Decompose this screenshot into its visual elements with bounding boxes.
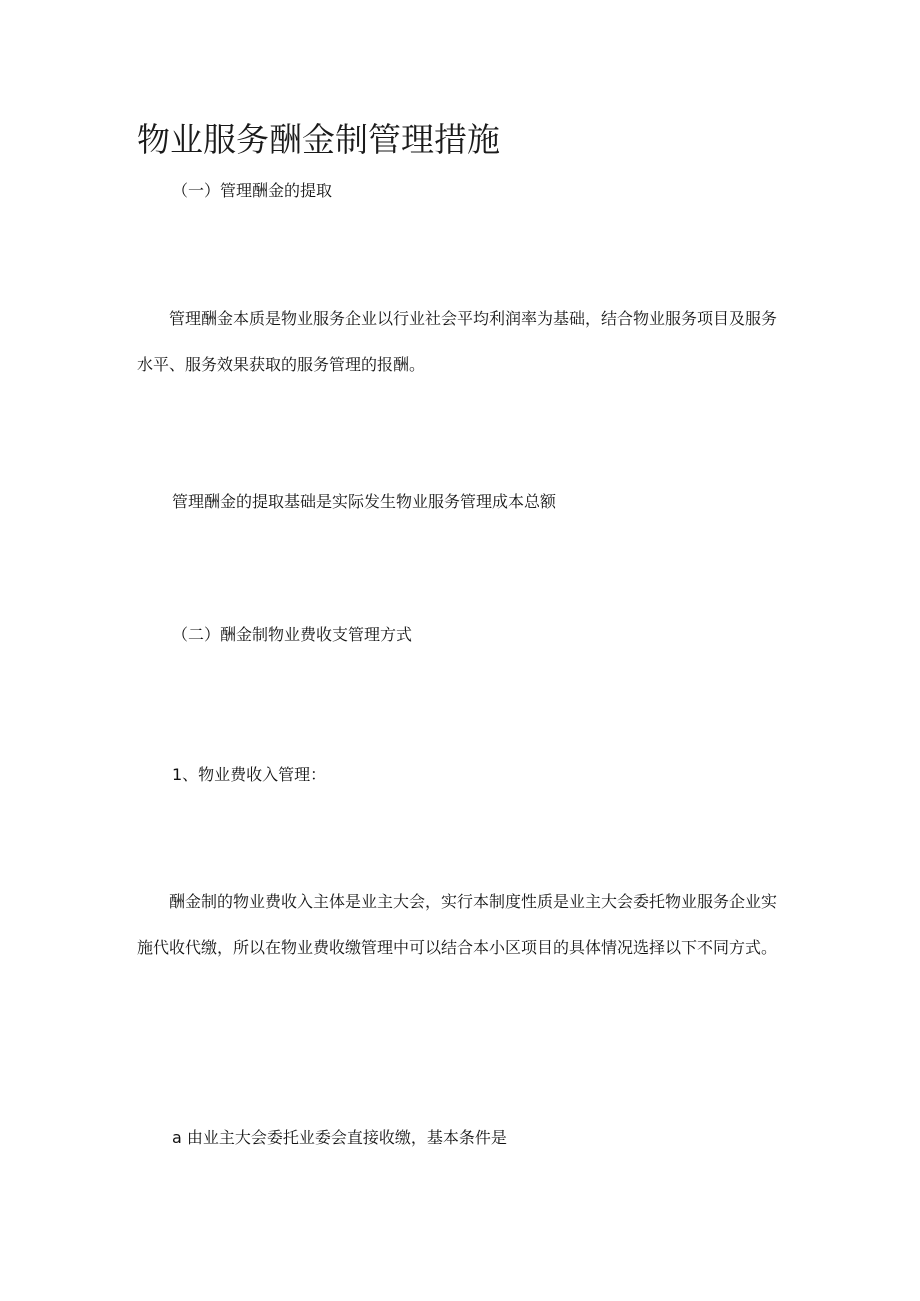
paragraph-1: 管理酬金本质是物业服务企业以行业社会平均利润率为基础，结合物业服务项目及服务水平、服务效果获取的服务管理的报酬。	[137, 309, 778, 374]
paragraph-4: a 由业主大会委托业委会直接收缴，基本条件是	[172, 1128, 507, 1147]
item-heading-1: 1、物业费收入管理：	[172, 765, 327, 784]
section-heading-2: （二）酬金制物业费收支管理方式	[172, 625, 413, 644]
paragraph-2: 管理酬金的提取基础是实际发生物业服务管理成本总额	[172, 492, 557, 511]
document-title: 物业服务酬金制管理措施	[137, 120, 500, 159]
paragraph-3: 酬金制的物业费收入主体是业主大会，实行本制度性质是业主大会委托物业服务企业实施代收代缴，所以在物业费收缴管理中可以结合本小区项目的具体情况选择以下不同方式。	[137, 892, 778, 957]
section-heading-1: （一）管理酬金的提取	[172, 181, 333, 200]
